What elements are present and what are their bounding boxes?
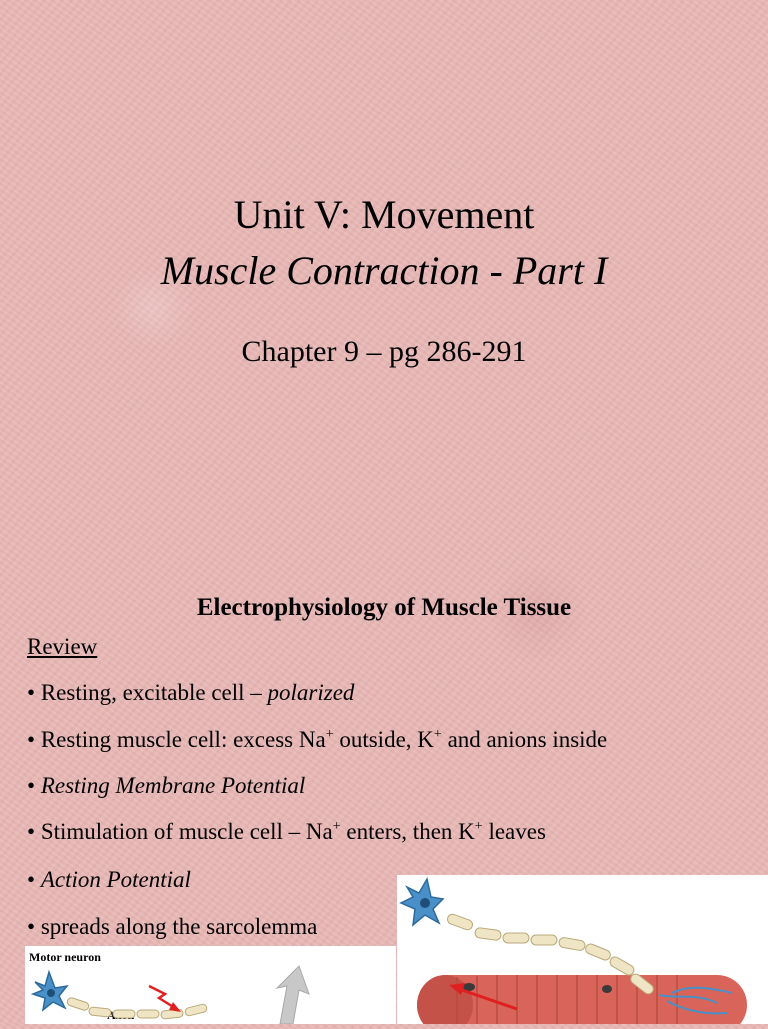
muscle-fiber-figure bbox=[397, 875, 768, 1024]
bullet-text: spreads along the sarcolemma bbox=[40, 914, 318, 939]
bullet-emphasis: Action Potential bbox=[40, 867, 191, 892]
motor-neuron-figure bbox=[25, 946, 396, 1024]
bullet-text: Resting muscle cell: excess Na bbox=[40, 727, 326, 752]
bullet-sarcolemma bbox=[27, 912, 317, 942]
superscript: + bbox=[325, 727, 334, 742]
chapter-reference: Chapter 9 – pg 286-291 bbox=[241, 335, 527, 368]
bullet-action-potential bbox=[27, 865, 191, 895]
bullet-text: and anions inside bbox=[441, 727, 608, 752]
bullet-marker: • bbox=[27, 914, 41, 939]
superscript: + bbox=[474, 819, 483, 834]
slide-subtitle: Muscle Contraction - Part I bbox=[160, 248, 608, 293]
content-slide bbox=[0, 512, 768, 1024]
bullet-text: enters, then K bbox=[340, 819, 475, 844]
motor-neuron-illustration bbox=[25, 946, 396, 1024]
bullet-text: outside, K bbox=[333, 727, 434, 752]
bullet-marker: • bbox=[27, 867, 41, 892]
axon bbox=[66, 997, 207, 1019]
slide-heading: Electrophysiology of Muscle Tissue bbox=[196, 594, 572, 621]
bullet-text: Resting, excitable cell – bbox=[40, 680, 268, 705]
neuron-icon bbox=[401, 879, 443, 925]
bullet-marker: • bbox=[27, 680, 41, 705]
bullet-marker: • bbox=[27, 773, 41, 798]
review-label: Review bbox=[27, 634, 98, 659]
slide-title: Unit V: Movement bbox=[233, 192, 535, 237]
bullet-emphasis: polarized bbox=[267, 680, 355, 705]
superscript: + bbox=[332, 819, 341, 834]
bullet-stimulation bbox=[27, 817, 546, 847]
motor-neuron-label: Motor neuron bbox=[29, 950, 101, 964]
signal-arrow-icon bbox=[149, 986, 181, 1012]
bullet-resting-cell bbox=[27, 725, 607, 755]
bullet-text: Stimulation of muscle cell – Na bbox=[40, 819, 333, 844]
neuron-icon bbox=[33, 972, 67, 1010]
bullet-marker: • bbox=[27, 727, 41, 752]
superscript: + bbox=[433, 727, 442, 742]
bullet-emphasis: Resting Membrane Potential bbox=[40, 773, 306, 798]
gray-arrow-icon bbox=[277, 966, 309, 1024]
muscle-fiber bbox=[417, 975, 747, 1024]
title-slide bbox=[0, 0, 768, 512]
muscle-fiber-illustration bbox=[397, 875, 768, 1024]
bullet-resting-potential bbox=[27, 771, 305, 801]
bullet-text: leaves bbox=[482, 819, 546, 844]
bullet-marker: • bbox=[27, 819, 41, 844]
bullet-polarized bbox=[27, 678, 354, 708]
